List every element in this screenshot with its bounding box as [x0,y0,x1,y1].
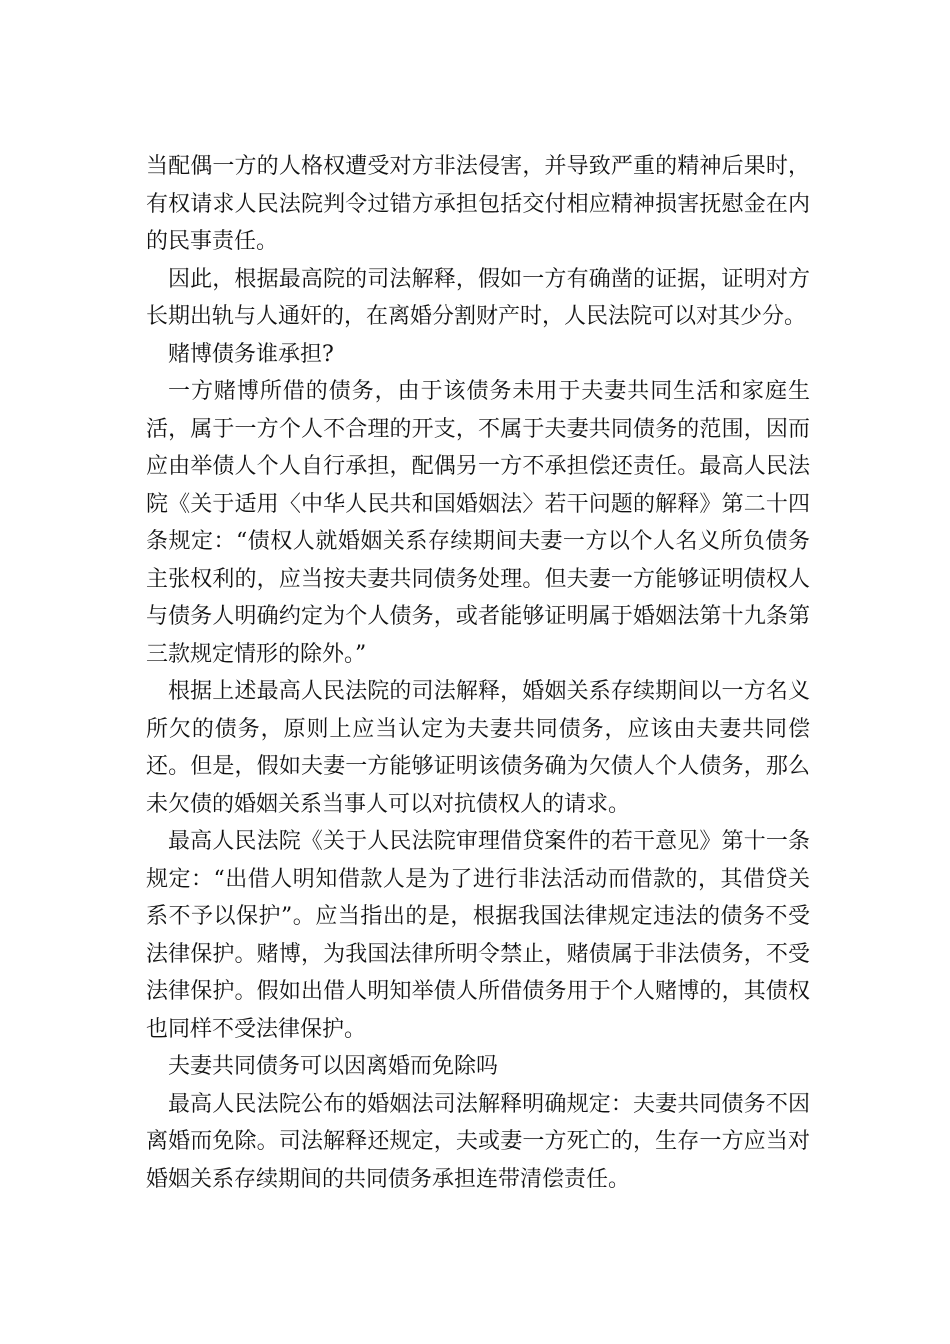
paragraph-conclusion: 因此，根据最高院的司法解释，假如一方有确凿的证据，证明对方长期出轨与人通奸的，在离婚分割财产时，人民法院可以对其少分。 [146,266,810,329]
document-body [146,148,810,1198]
section-heading-joint-debt: 夫妻共同债务可以因离婚而免除吗 [168,1054,499,1079]
paragraph-interpretation: 根据上述最高人民法院的司法解释，婚姻关系存续期间以一方名义所欠的债务，原则上应当认定为夫妻共同债务，应该由夫妻共同偿还。但是，假如夫妻一方能够证明该债务确为欠债人个人债务，那么未欠债的婚姻关系当事人可以对抗债权人的请求。 [146,679,810,817]
paragraph-joint-debt: 最高人民法院公布的婚姻法司法解释明确规定：夫妻共同债务不因离婚而免除。司法解释还规定，夫或妻一方死亡的，生存一方应当对婚姻关系存续期间的共同债务承担连带清偿责任。 [146,1091,810,1192]
section-heading-gambling-debt: 赌博债务谁承担? [168,341,334,367]
paragraph-gambling-debt: 一方赌博所借的债务，由于该债务未用于夫妻共同生活和家庭生活，属于一方个人不合理的开支，不属于夫妻共同债务的范围，因而应由举债人个人自行承担，配偶另一方不承担偿还责任。最高人民法院《关于适用〈中华人民共和国婚姻法〉若干问题的解释》第二十四条规定：“债权人就婚姻关系存续期间夫妻一方以个人名义所负债务主张权利的，应当按夫妻共同债务处理。但夫妻一方能够证明债权人与债务人明确约定为个人债务，或者能够证明属于婚姻法第十九条第三款规定情形的除外。” [146,379,810,667]
paragraph-lending-opinion: 最高人民法院《关于人民法院审理借贷案件的若干意见》第十一条规定：“出借人明知借款人是为了进行非法活动而借款的，其借贷关系不予以保护”。应当指出的是，根据我国法律规定违法的债务不受法律保护。赌博，为我国法律所明令禁止，赌债属于非法债务，不受法律保护。假如出借人明知举债人所借债务用于个人赌博的，其债权也同样不受法律保护。 [146,829,810,1042]
paragraph-continuation: 当配偶一方的人格权遭受对方非法侵害，并导致严重的精神后果时，有权请求人民法院判令过错方承担包括交付相应精神损害抚慰金在内的民事责任。 [146,154,810,254]
